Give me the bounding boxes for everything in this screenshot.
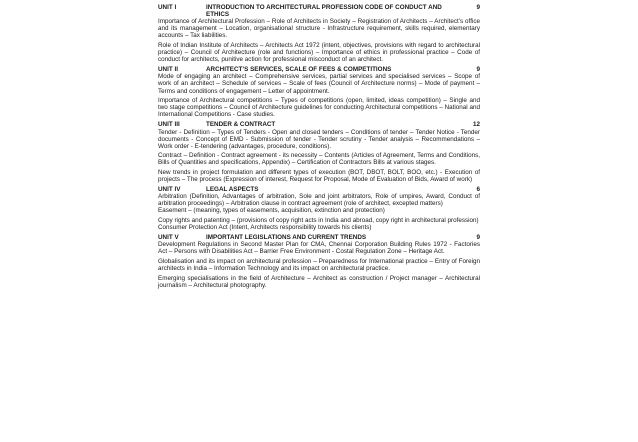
unit-header bbox=[158, 186, 480, 193]
unit-header bbox=[158, 66, 480, 73]
unit-hours: 9 bbox=[476, 4, 480, 11]
unit-paragraph: Mode of engaging an architect – Comprehensive services, partial services and specialised services – Scope of work of an architect – Schedule of services – Scale of fees (Council of Architecture norms) – Mode of payment – Terms and conditions of engagement – Letter of appointment. bbox=[158, 73, 480, 95]
unit-title: LEGAL ASPECTS bbox=[206, 186, 259, 194]
unit-paragraph: Development Regulations in Second Master Plan for CMA, Chennai Corporation Building Rules 1972 - Factories Act – Persons with Disabilities Act – Barrier Free Environment - Costal Regulation Zone – Heritage Act. bbox=[158, 241, 480, 256]
unit-paragraph: Importance of Architectural competitions – Types of competitions (open, limited, ideas competition) – Single and two stage competitions – Council of Architecture guidelines for conducting Architectural competitions – National and International Competitions - Case studies. bbox=[158, 97, 480, 119]
unit-number: UNIT IV bbox=[158, 186, 181, 194]
unit-number: UNIT III bbox=[158, 121, 180, 129]
unit-4 bbox=[158, 186, 480, 231]
unit-paragraph: Copy rights and patenting – (provisions of copy right acts in India and abroad, copy right in architectural profession) bbox=[158, 217, 479, 225]
unit-paragraph: Emerging specialisations in the field of Architecture – Architect as construction / Project manager – Architectural journalism – Architectural photography. bbox=[158, 274, 480, 289]
unit-paragraph: Importance of Architectural Profession – Role of Architects in Society – Registration of Architects – Architect’s office and its management – Location, organisational structure - Infrastructure requirement, skills required, elementary accounts – Tax liabilities. bbox=[158, 18, 480, 40]
unit-hours: 12 bbox=[472, 121, 480, 129]
unit-paragraph: Tender - Definition – Types of Tenders - Open and closed tenders – Conditions of tender – Tender Notice - Tender documents - Concept of EMD - Submission of tender - Tender scrutiny - Tender analysis – Recommendations – Work order - E-tendering (advantages, procedure, conditions). bbox=[158, 128, 480, 150]
unit-number: UNIT I bbox=[158, 4, 177, 11]
unit-title: ARCHITECT’S SERVICES, SCALE OF FEES & COMPETITIONS bbox=[206, 66, 392, 74]
unit-paragraph: Consumer Protection Act (Intent, Architects responsibility towards his clients) bbox=[158, 224, 372, 232]
unit-header bbox=[158, 4, 480, 18]
unit-paragraph: Arbitration (Definition, Advantages of arbitration, Sole and joint arbitrators, Role of umpires, Award, Conduct of arbitration proceedings) – Arbitration clause in contract agreement (role of architect, excepted matters) bbox=[158, 193, 480, 208]
unit-2 bbox=[158, 66, 480, 118]
unit-title: TENDER & CONTRACT bbox=[206, 121, 276, 129]
unit-header bbox=[158, 121, 480, 128]
unit-paragraph: Globalisation and its impact on architectural profession – Preparedness for International practice – Entry of Foreign architects in India – Information Technology and its impact on architectural practice. bbox=[158, 258, 480, 273]
unit-hours: 6 bbox=[476, 186, 480, 194]
unit-title: IMPORTANT LEGISLATIONS AND CURRENT TRENDS bbox=[206, 234, 367, 242]
unit-paragraph: Contract – Definition - Contract agreement - its necessity – Contents (Articles of Agreement, Terms and Conditions, Bills of Quantities and specifications, Appendix) – Certification of Contractors Bills at various stages. bbox=[158, 152, 480, 167]
syllabus-page bbox=[158, 4, 480, 292]
unit-number: UNIT II bbox=[158, 66, 178, 74]
unit-paragraph: Role of Indian Institute of Architects – Architects Act 1972 (intent, objectives, provisions with regard to architectural practice) – Council of Architecture (role and functions) – Importance of ethics in professional practice – Code of conduct for architects, punitive action for professional misconduct of an architect. bbox=[158, 41, 480, 64]
unit-3 bbox=[158, 121, 480, 183]
unit-number: UNIT V bbox=[158, 234, 179, 242]
unit-hours: 9 bbox=[476, 234, 480, 242]
unit-paragraph: Easement – (meaning, types of easements, acquisition, extinction and protection) bbox=[158, 207, 385, 215]
unit-title: INTRODUCTION TO ARCHITECTURAL PROFESSION CODE OF CONDUCT AND ETHICS bbox=[206, 4, 442, 19]
unit-paragraph: New trends in project formulation and different types of execution (BOT, DBOT, BOLT, BOO, etc.) - Execution of projects – The process (Expression of interest, Request for Proposal, Mode of Evaluation of Bids, Award of work) bbox=[158, 168, 480, 184]
unit-1 bbox=[158, 4, 480, 63]
unit-hours: 9 bbox=[476, 66, 480, 74]
unit-header bbox=[158, 234, 480, 241]
unit-5 bbox=[158, 234, 480, 289]
